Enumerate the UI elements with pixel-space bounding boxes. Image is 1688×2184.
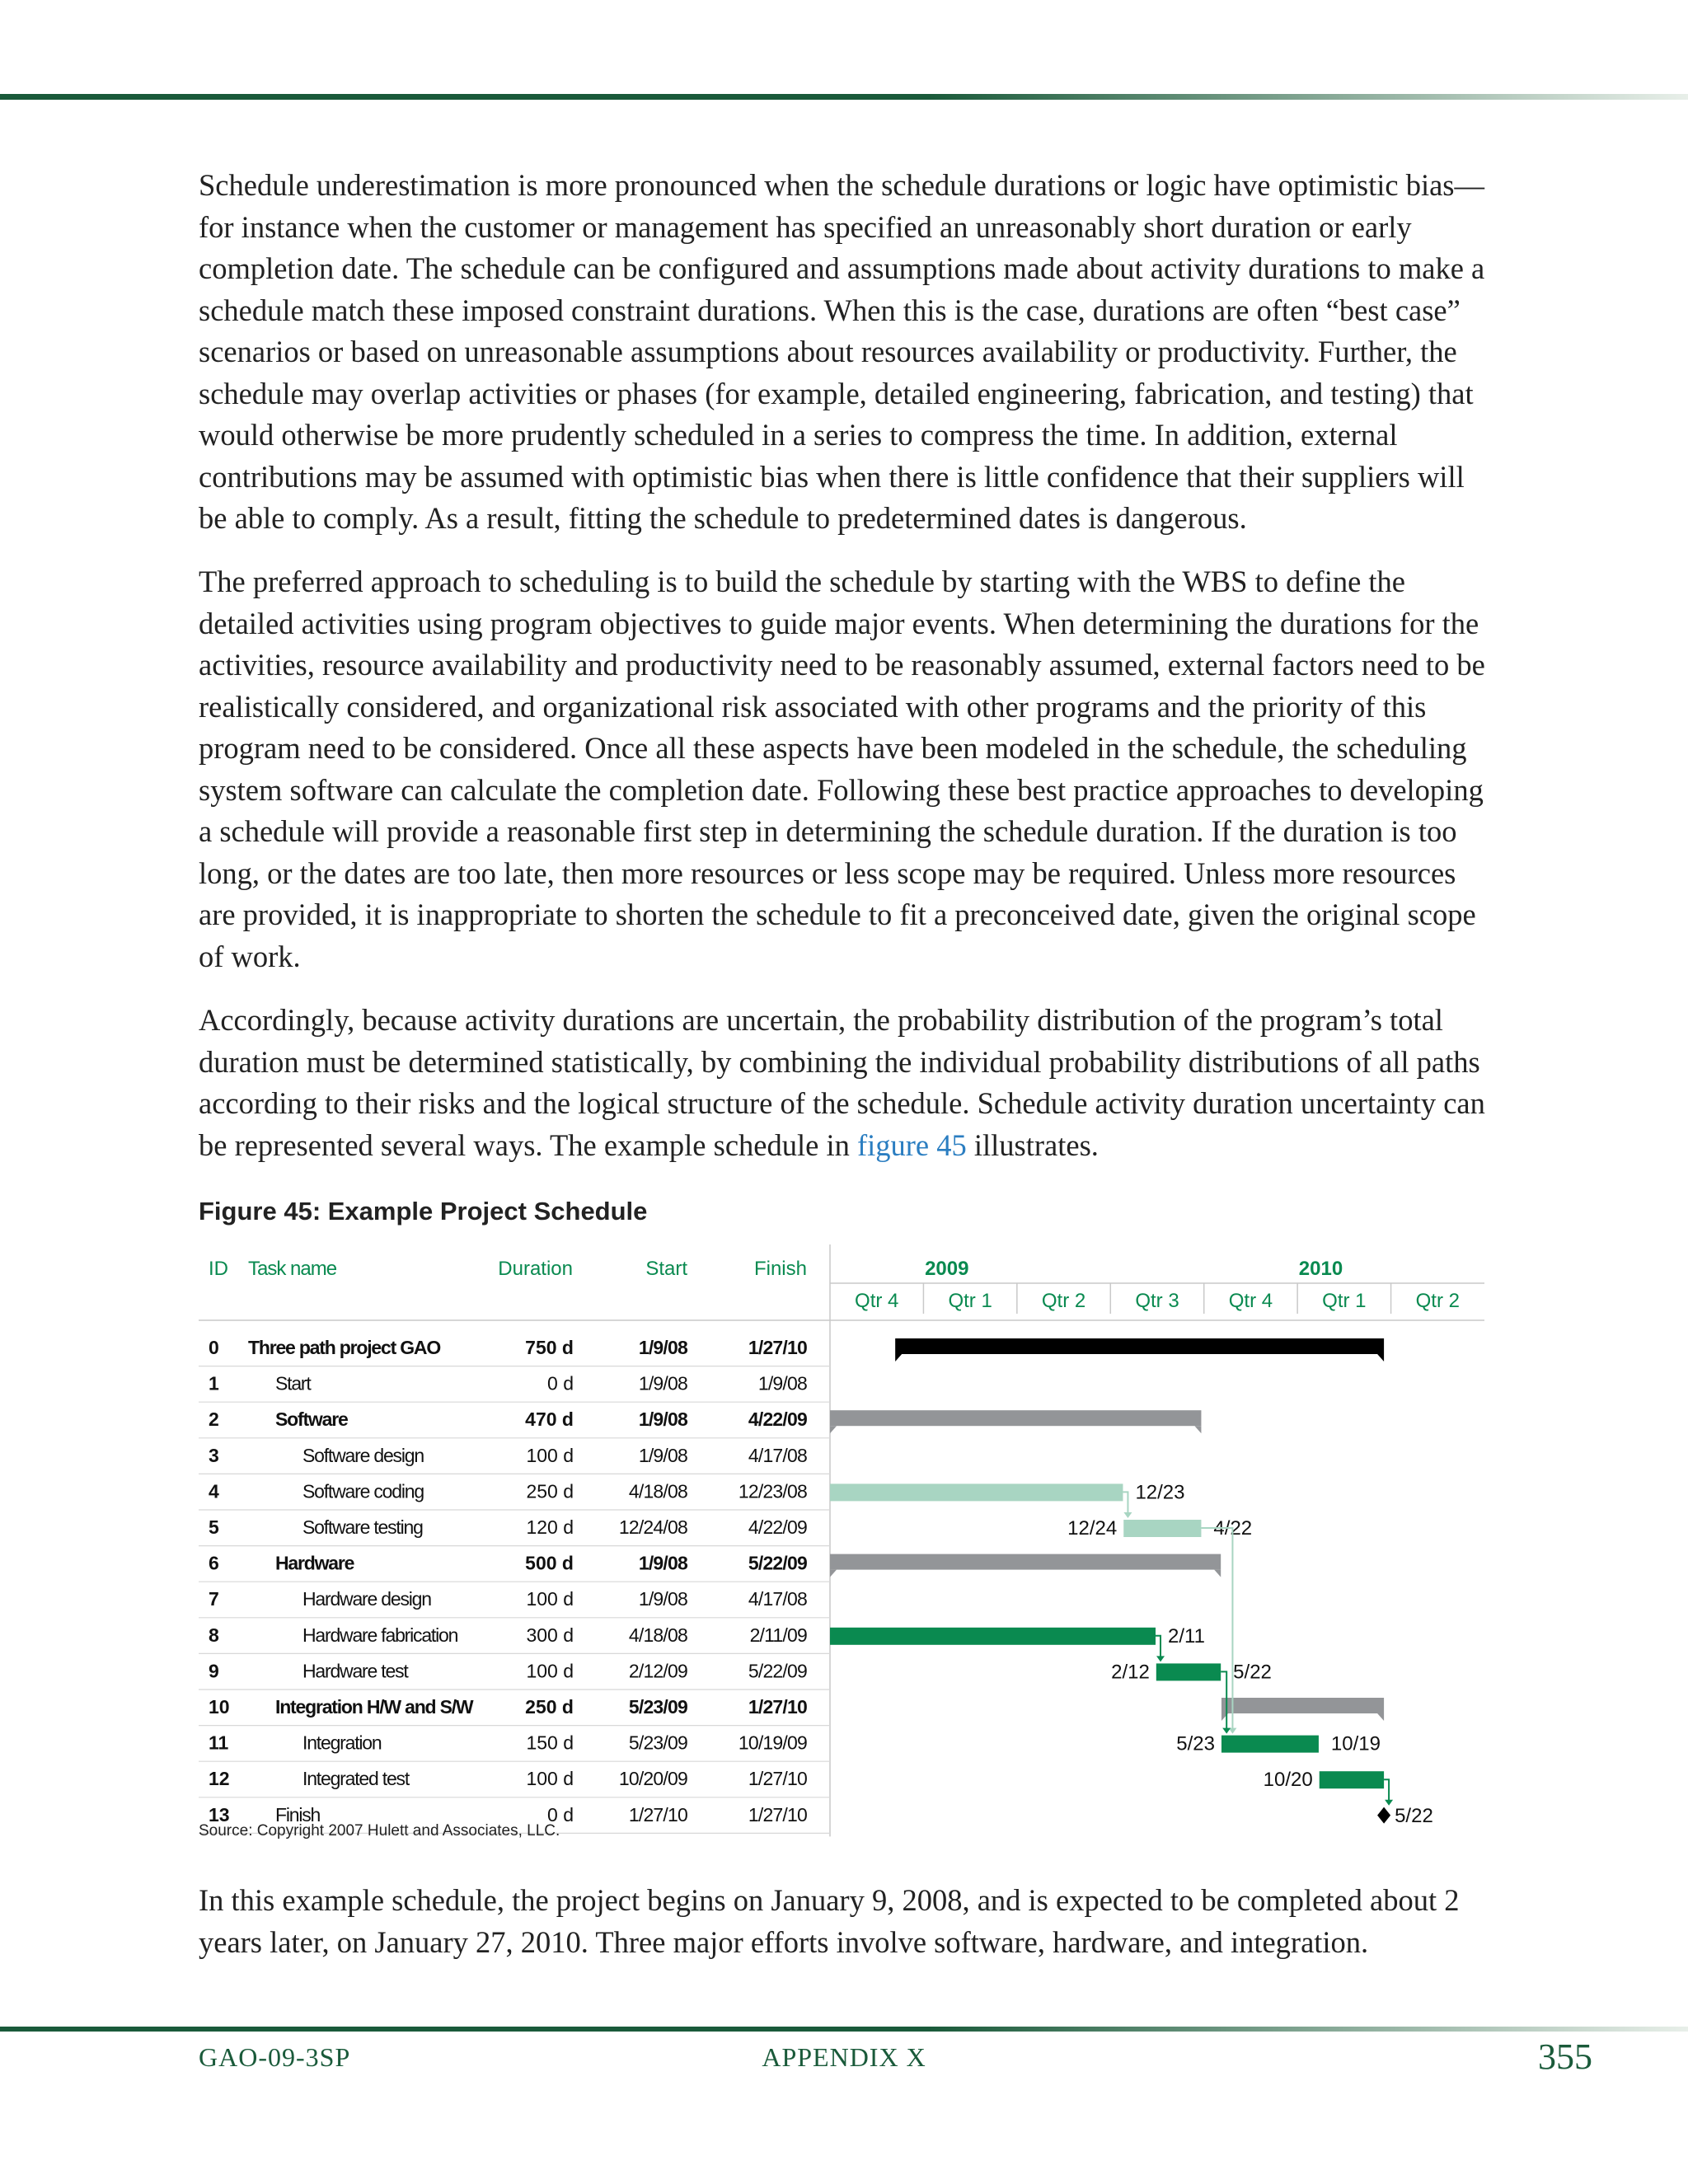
row-duration: 750 d [525, 1337, 574, 1358]
row-id: 2 [209, 1408, 219, 1431]
row-duration: 100 d [526, 1444, 574, 1466]
dependency-arrow [1156, 1656, 1165, 1661]
row-start: 1/9/08 [638, 1408, 687, 1431]
task-start-label: 5/23 [1176, 1732, 1215, 1755]
summary-bar [895, 1338, 1384, 1354]
row-start: 5/23/09 [628, 1732, 687, 1754]
milestone-diamond [1377, 1807, 1390, 1824]
summary-bar [1221, 1698, 1384, 1713]
task-bar [1221, 1736, 1319, 1753]
row-task-name: Finish [275, 1803, 321, 1825]
row-finish: 1/27/10 [748, 1803, 807, 1825]
task-bar [1156, 1663, 1221, 1680]
row-id: 5 [209, 1516, 219, 1538]
row-finish: 5/22/09 [748, 1660, 807, 1682]
figure-45-link[interactable]: figure 45 [856, 1127, 967, 1162]
summary-bar-end-tick [1194, 1426, 1201, 1433]
row-finish: 1/9/08 [757, 1372, 807, 1394]
summary-bar-end-tick [1377, 1713, 1384, 1721]
footer-section: APPENDIX X [762, 2042, 926, 2072]
row-duration: 100 d [526, 1660, 574, 1682]
row-start: 1/9/08 [638, 1588, 687, 1610]
quarter-label: Qtr 4 [855, 1290, 899, 1312]
row-duration: 250 d [525, 1696, 574, 1718]
task-finish-label: 12/23 [1135, 1481, 1185, 1504]
dependency-link [1156, 1636, 1160, 1657]
row-finish: 4/17/08 [748, 1444, 807, 1466]
row-duration: 100 d [526, 1588, 574, 1610]
row-id: 4 [209, 1480, 219, 1502]
col-header-finish: Finish [753, 1258, 807, 1280]
paragraph-2: The preferred approach to scheduling is to build the schedule by starting with the WBS to define the detailed activities using program objectives to guide major events. When determining the durations for the activities, resource availability and productivity need to be reasonably assumed, external factors need to be realistically considered, and organizational risk associated with other programs and the priority of this program need to be considered. Once all these aspects have been modeled in the schedule, the scheduling system software can calculate the completion date. Following these best practice approaches to developing a schedule will provide a reasonable first step in determining the schedule duration. If the duration is too long, or the dates are too late, then more resources or less scope may be required. Unless more resources are provided, it is inappropriate to shorten the schedule to fit a preconceived date, given the original scope of work. [199, 565, 1485, 973]
paragraph-3-text: Accordingly, because activity durations are uncertain, the probability distribution of the program’s total duration must be determined statistically, by combining the individual probability distributions of all paths according to their risks and the logical structure of the schedule. Schedule activity duration uncertainty can be represented several ways. The example schedule in [199, 1003, 1485, 1162]
row-id: 7 [209, 1588, 219, 1610]
quarter-label: Qtr 1 [1322, 1290, 1367, 1312]
row-finish: 2/11/09 [749, 1624, 807, 1646]
row-finish: 1/27/10 [748, 1337, 807, 1358]
paragraph-3-end: illustrates. [966, 1127, 1099, 1162]
task-finish-label: 4/22 [1213, 1517, 1253, 1540]
dependency-link [1123, 1492, 1128, 1513]
summary-bar [830, 1410, 1201, 1426]
quarter-label: Qtr 3 [1135, 1290, 1179, 1312]
col-header-task: Task name [248, 1258, 337, 1280]
page-number: 355 [1538, 2036, 1592, 2077]
gantt-chart [199, 1244, 1493, 1827]
col-header-start: Start [645, 1258, 687, 1280]
row-id: 6 [209, 1552, 219, 1574]
row-task-name: Integration H/W and S/W [275, 1696, 473, 1718]
row-id: 13 [209, 1803, 230, 1825]
figure-title: Figure 45: Example Project Schedule [199, 1197, 648, 1226]
row-duration: 500 d [525, 1552, 574, 1574]
row-finish: 5/22/09 [748, 1552, 807, 1574]
paragraph-1: Schedule underestimation is more pronounced when the schedule durations or logic have optimistic bias—for instance when the customer or management has specified an unreasonably short duration or early completion date. The schedule can be configured and assumptions made about activity durations to make a schedule match these imposed constraint durations. When this is the case, durations are often “best case” scenarios or based on unreasonable assumptions about resources availability or productivity. Further, the schedule may overlap activities or phases (for example, detailed engineering, fabrication, and testing) that would otherwise be more prudently scheduled in a series to compress the time. In addition, external contributions may be assumed with optimistic bias when there is little confidence that their suppliers will be able to comply. As a result, fitting the schedule to predetermined dates is dangerous. [199, 168, 1485, 535]
paragraph-3 [199, 1000, 1486, 1166]
row-start: 4/18/08 [628, 1624, 687, 1646]
milestone-label: 5/22 [1395, 1804, 1433, 1827]
row-task-name: Hardware [275, 1552, 354, 1574]
task-bar [1320, 1771, 1384, 1788]
task-bar [1123, 1520, 1201, 1537]
row-duration: 0 d [547, 1803, 574, 1825]
row-task-name: Software design [302, 1444, 424, 1466]
quarter-label: Qtr 1 [948, 1290, 992, 1312]
row-start: 1/9/08 [638, 1444, 687, 1466]
row-start: 1/9/08 [638, 1337, 687, 1358]
dependency-arrow [1385, 1800, 1393, 1806]
figure-source: Source: Copyright 2007 Hulett and Associates, LLC. [199, 1822, 560, 1840]
row-id: 0 [209, 1337, 219, 1358]
row-task-name: Integrated test [302, 1768, 410, 1790]
row-start: 4/18/08 [628, 1480, 687, 1502]
row-task-name: Integration [302, 1732, 382, 1754]
row-task-name: Start [275, 1372, 311, 1394]
row-task-name: Hardware test [302, 1660, 408, 1682]
row-start: 10/20/09 [618, 1768, 687, 1790]
row-task-name: Hardware fabrication [302, 1624, 458, 1646]
row-id: 8 [209, 1624, 219, 1646]
row-start: 1/27/10 [628, 1803, 687, 1825]
row-duration: 470 d [525, 1408, 574, 1431]
row-task-name: Software coding [302, 1480, 424, 1502]
row-finish: 4/17/08 [748, 1588, 807, 1610]
row-finish: 1/27/10 [748, 1696, 807, 1718]
year-label: 2009 [925, 1258, 969, 1280]
year-label: 2010 [1298, 1258, 1343, 1280]
row-start: 12/24/08 [618, 1516, 687, 1538]
task-finish-label: 5/22 [1233, 1661, 1272, 1684]
row-duration: 0 d [547, 1372, 574, 1394]
row-id: 12 [209, 1768, 230, 1790]
row-id: 1 [209, 1372, 219, 1394]
task-bar [830, 1483, 1123, 1501]
row-finish: 12/23/08 [738, 1480, 807, 1502]
summary-bar-start-tick [830, 1570, 837, 1577]
row-id: 10 [209, 1696, 230, 1718]
top-rule [0, 94, 1688, 100]
row-finish: 4/22/09 [748, 1408, 807, 1431]
dependency-link [1384, 1779, 1389, 1801]
summary-bar [830, 1554, 1221, 1570]
row-start: 5/23/09 [628, 1696, 687, 1718]
task-bar [830, 1628, 1156, 1645]
task-finish-label: 2/11 [1168, 1624, 1205, 1647]
row-task-name: Hardware design [302, 1588, 431, 1610]
dependency-arrow [1222, 1728, 1231, 1734]
row-start: 1/9/08 [638, 1552, 687, 1574]
row-id: 11 [209, 1732, 229, 1754]
row-finish: 10/19/09 [738, 1732, 807, 1754]
row-task-name: Software [275, 1408, 348, 1431]
quarter-label: Qtr 2 [1041, 1290, 1086, 1312]
task-start-label: 2/12 [1111, 1661, 1150, 1684]
summary-bar-start-tick [830, 1426, 837, 1433]
row-id: 3 [209, 1444, 219, 1466]
row-start: 2/12/09 [628, 1660, 687, 1682]
row-id: 9 [209, 1660, 219, 1682]
row-duration: 150 d [526, 1732, 574, 1754]
row-task-name: Software testing [302, 1516, 423, 1538]
summary-bar-end-tick [1214, 1570, 1221, 1577]
summary-bar-end-tick [1377, 1354, 1384, 1361]
bottom-rule [0, 2027, 1688, 2032]
task-start-label: 10/20 [1263, 1769, 1313, 1792]
task-finish-label: 10/19 [1330, 1732, 1381, 1755]
row-duration: 300 d [526, 1624, 574, 1646]
footer-doc-id: GAO-09-3SP [199, 2042, 351, 2072]
row-task-name: Three path project GAO [248, 1337, 441, 1358]
quarter-label: Qtr 4 [1228, 1290, 1273, 1312]
row-finish: 1/27/10 [748, 1768, 807, 1790]
row-duration: 250 d [526, 1480, 574, 1502]
row-duration: 100 d [526, 1768, 574, 1790]
task-start-label: 12/24 [1067, 1517, 1118, 1540]
row-duration: 120 d [526, 1516, 574, 1538]
col-header-id: ID [209, 1258, 228, 1280]
col-header-duration: Duration [498, 1258, 573, 1280]
dependency-arrow [1123, 1512, 1132, 1518]
row-finish: 4/22/09 [748, 1516, 807, 1538]
paragraph-4: In this example schedule, the project begins on January 9, 2008, and is expected to be completed about 2 years later, on January 27, 2010. Three major efforts involve software, hardware, and integration. [199, 1883, 1460, 1959]
summary-bar-start-tick [895, 1354, 902, 1361]
quarter-label: Qtr 2 [1415, 1290, 1460, 1312]
row-start: 1/9/08 [638, 1372, 687, 1394]
